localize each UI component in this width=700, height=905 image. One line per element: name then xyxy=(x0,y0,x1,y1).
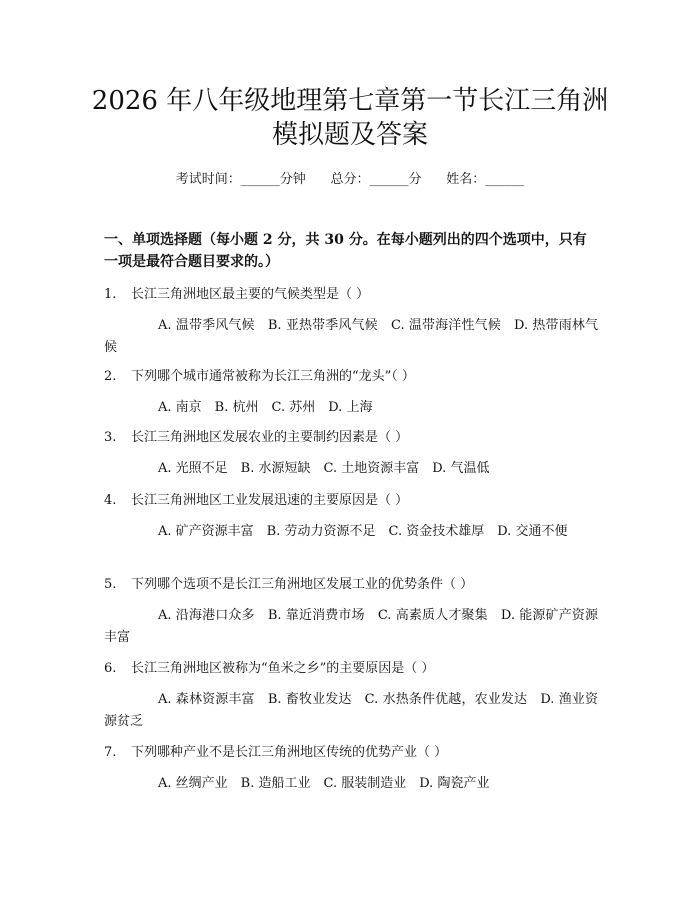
question-options: A. 光照不足 B. 水源短缺 C. 土地资源丰富 D. 气温低 xyxy=(158,461,490,476)
question-stem xyxy=(104,490,598,512)
question-text: 下列哪个城市通常被称为长江三角洲的“龙头”（ ） xyxy=(131,369,415,384)
question-text: 下列哪种产业不是长江三角洲地区传统的优势产业（ ） xyxy=(131,745,448,760)
question-3 xyxy=(104,427,598,480)
question-number: 5. xyxy=(104,577,117,592)
question-7 xyxy=(104,742,598,795)
question-options: A. 南京 B. 杭州 C. 苏州 D. 上海 xyxy=(158,400,373,415)
section-heading: 一、单项选择题（每小题 2 分，共 30 分。在每小题列出的四个选项中，只有一项是最符合题目要求的。） xyxy=(104,232,587,270)
title-line-1: 2026 年八年级地理第七章第一节长江三角洲 xyxy=(91,86,609,116)
question-text: 下列哪个选项不是长江三角洲地区发展工业的优势条件（ ） xyxy=(131,577,474,592)
question-text: 长江三角洲地区最主要的气候类型是（ ） xyxy=(131,287,370,302)
question-options: A. 丝绸产业 B. 造船工业 C. 服装制造业 D. 陶瓷产业 xyxy=(158,776,490,791)
question-text: 长江三角洲地区工业发展迅速的主要原因是（ ） xyxy=(131,493,409,508)
question-stem xyxy=(104,366,598,388)
document-title xyxy=(0,84,700,152)
question-stem xyxy=(104,742,598,764)
question-number: 4. xyxy=(104,493,117,508)
question-text: 长江三角洲地区被称为“鱼米之乡”的主要原因是（ ） xyxy=(131,661,435,676)
question-number: 7. xyxy=(104,745,117,760)
question-5 xyxy=(104,574,598,649)
question-number: 3. xyxy=(104,430,117,445)
question-text: 长江三角洲地区发展农业的主要制约因素是（ ） xyxy=(131,430,409,445)
question-stem xyxy=(104,427,598,449)
question-number: 6. xyxy=(104,661,117,676)
question-stem xyxy=(104,574,598,596)
question-options: A. 沿海港口众多 B. 靠近消费市场 C. 高素质人才聚集 D. 能源矿产资源丰富 xyxy=(104,608,598,645)
question-4 xyxy=(104,490,598,543)
question-stem xyxy=(104,284,598,306)
question-1 xyxy=(104,284,598,359)
question-number: 2. xyxy=(104,369,117,384)
question-number: 1. xyxy=(104,287,117,302)
title-line-2: 模拟题及答案 xyxy=(271,120,428,150)
question-2 xyxy=(104,366,598,419)
question-6 xyxy=(104,658,598,733)
question-options: A. 温带季风气候 B. 亚热带季风气候 C. 温带海洋性气候 D. 热带雨林气候 xyxy=(104,318,598,355)
question-stem xyxy=(104,658,598,680)
question-options: A. 森林资源丰富 B. 畜牧业发达 C. 水热条件优越，农业发达 D. 渔业资源贫乏 xyxy=(104,692,598,729)
question-options: A. 矿产资源丰富 B. 劳动力资源不足 C. 资金技术雄厚 D. 交通不便 xyxy=(158,524,568,539)
exam-info: 考试时间：______分钟 总分：______分 姓名：______ xyxy=(175,172,525,187)
